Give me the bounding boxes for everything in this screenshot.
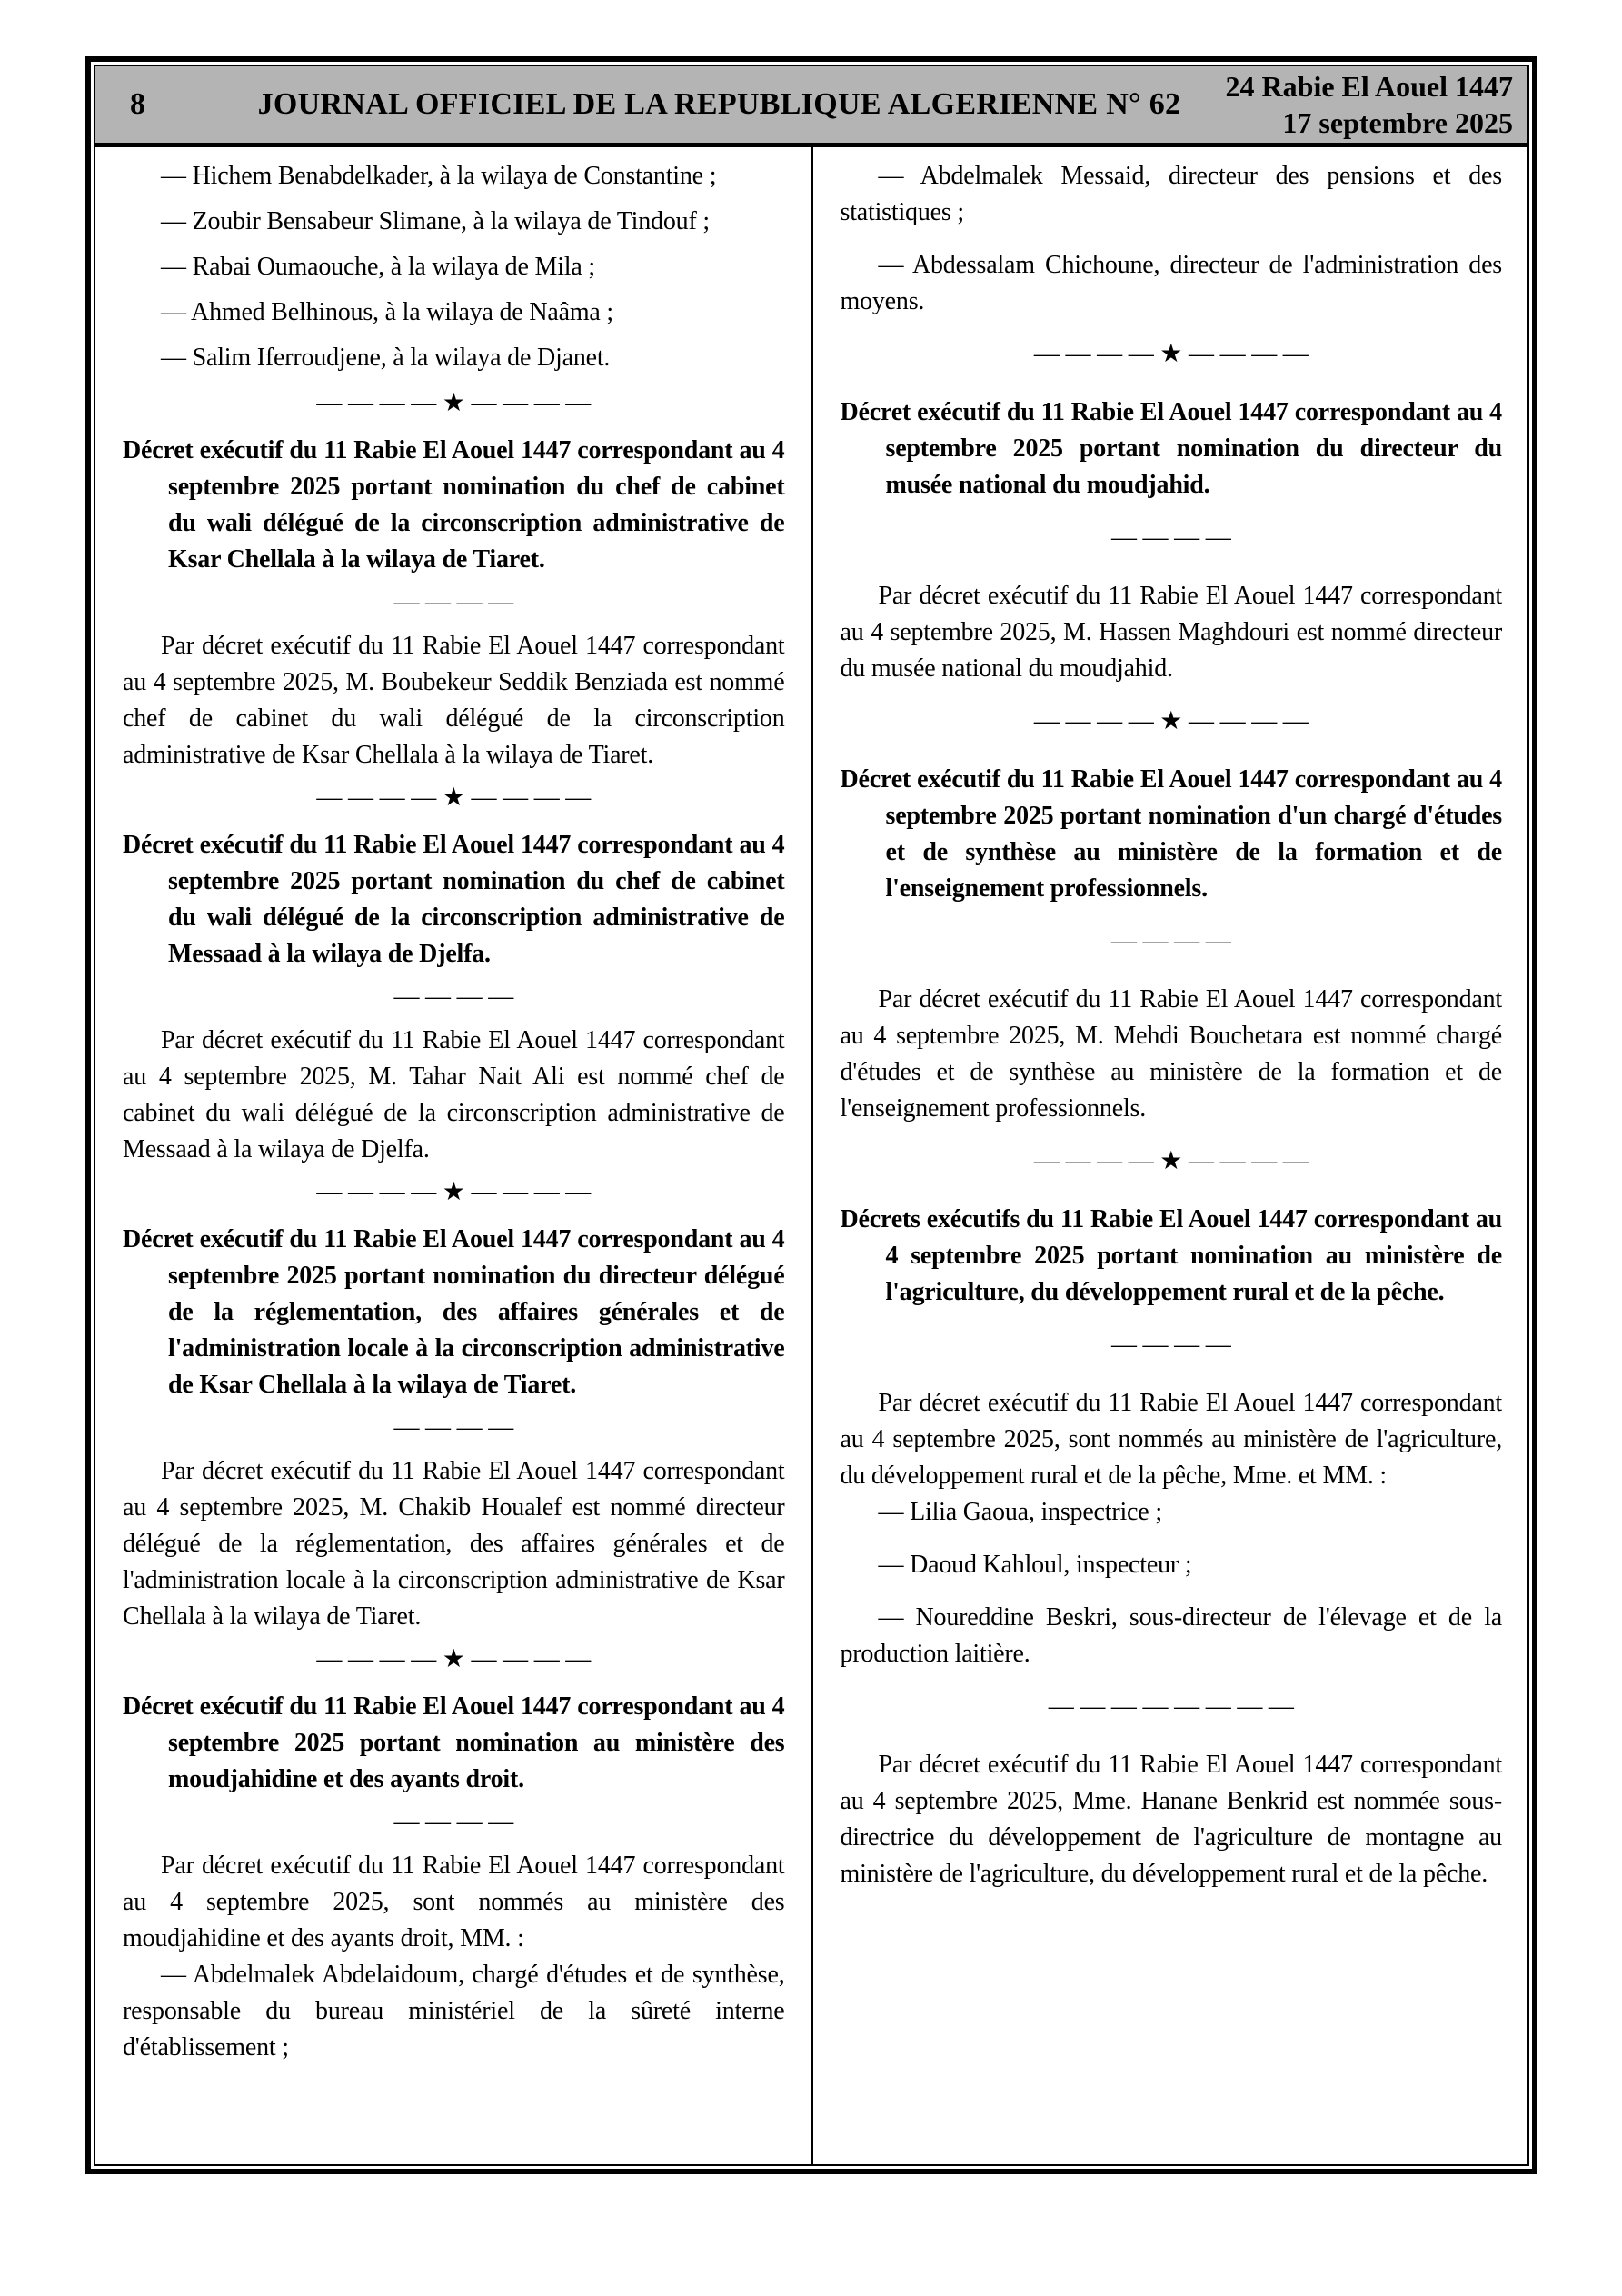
decree-paragraph: Par décret exécutif du 11 Rabie El Aouel 1447 correspondant au 4 septembre 2025, sont nommés au ministère des moudjahidine et des ayants droit, MM. : [123, 1852, 785, 1952]
decree-paragraph: Par décret exécutif du 11 Rabie El Aouel 1447 correspondant au 4 septembre 2025, M. Boubekeur Seddik Benziada est nommé chef de cabinet du wali délégué de la circonscription administrative de Ksar Chellala à la wilaya de Tiaret. [123, 632, 785, 769]
nomination-list-item: — Abdelmalek Abdelaidoum, chargé d'études et de synthèse, responsable du bureau ministériel de la sûreté interne d'établissement ; [123, 1961, 785, 2061]
separator-dash: — — — — [393, 1808, 514, 1836]
nomination-list-item: — Lilia Gaoua, inspectrice ; [878, 1498, 1162, 1526]
decree-heading: Décret exécutif du 11 Rabie El Aouel 1447 correspondant au 4 septembre 2025 portant nomination du chef de cabinet du wali délégué de la circonscription administrative de Messaad à la wilaya de Djelfa. [123, 831, 785, 968]
separator-dash: — — — — [393, 1413, 514, 1442]
separator-star: — — — — ★ — — — — [1033, 707, 1309, 735]
page-border-frame [85, 56, 1537, 2174]
decree-heading: Décrets exécutifs du 11 Rabie El Aouel 1447 correspondant au 4 septembre 2025 portant nomination au ministère de l'agriculture, du développement rural et de la pêche. [840, 1205, 1502, 1306]
decree-paragraph: Par décret exécutif du 11 Rabie El Aouel 1447 correspondant au 4 septembre 2025, Mme. Hanane Benkrid est nommée sous-directrice du développement de l'agriculture de montagne au ministère de l'agriculture, du développement rural et de la pêche. [840, 1751, 1502, 1888]
page-inner-frame [94, 65, 1529, 2166]
separator-star: — — — — ★ — — — — [316, 389, 592, 417]
date-gregorian: 17 septembre 2025 [1282, 106, 1513, 139]
journal-title: JOURNAL OFFICIEL DE LA REPUBLIQUE ALGERIENNE N° 62 [257, 87, 1181, 121]
nomination-list-item: — Zoubir Bensabeur Slimane, à la wilaya de Tindouf ; [161, 207, 710, 235]
separator-dash: — — — — [393, 588, 514, 616]
decree-heading: Décret exécutif du 11 Rabie El Aouel 1447 correspondant au 4 septembre 2025 portant nomination du directeur délégué de la réglementation, des affaires générales et de l'administration locale à la circonscription administrative de Ksar Chellala à la wilaya de Tiaret. [123, 1225, 785, 1399]
page-content [95, 147, 1527, 2164]
page-number: 8 [130, 87, 145, 121]
decree-paragraph: Par décret exécutif du 11 Rabie El Aouel 1447 correspondant au 4 septembre 2025, M. Chakib Houalef est nommé directeur délégué de la réglementation, des affaires générales et de l'administration locale à la circonscription administrative de Ksar Chellala à la wilaya de Tiaret. [123, 1457, 785, 1631]
separator-dash: — — — — [1110, 1331, 1231, 1359]
date-hijri: 24 Rabie El Aouel 1447 [1225, 70, 1513, 103]
nomination-list-item: — Rabai Oumaouche, à la wilaya de Mila ; [161, 253, 595, 281]
separator-dash: — — — — [1110, 927, 1231, 955]
nomination-list-item: — Abdessalam Chichoune, directeur de l'administration des moyens. [840, 251, 1502, 315]
separator-star: — — — — ★ — — — — [1033, 340, 1309, 368]
decree-paragraph: Par décret exécutif du 11 Rabie El Aouel 1447 correspondant au 4 septembre 2025, M. Tahar Nait Ali est nommé chef de cabinet du wali délégué de la circonscription administrative de Messaad à la wilaya de Djelfa. [123, 1026, 785, 1163]
nomination-list-item: — Daoud Kahloul, inspecteur ; [878, 1551, 1192, 1579]
left-column [95, 147, 811, 2164]
header-dates [1190, 68, 1527, 141]
separator-star: — — — — ★ — — — — [316, 1645, 592, 1673]
nomination-list-item: — Abdelmalek Messaid, directeur des pensions et des statistiques ; [840, 162, 1502, 226]
decree-paragraph: Par décret exécutif du 11 Rabie El Aouel 1447 correspondant au 4 septembre 2025, M. Hassen Maghdouri est nommé directeur du musée national du moudjahid. [840, 582, 1502, 683]
decree-paragraph: Par décret exécutif du 11 Rabie El Aouel 1447 correspondant au 4 septembre 2025, sont nommés au ministère de l'agriculture, du développement rural et de la pêche, Mme. et MM. : [840, 1389, 1502, 1490]
separator-star: — — — — ★ — — — — [316, 1178, 592, 1206]
page-header [95, 66, 1527, 147]
separator-star: — — — — ★ — — — — [1033, 1147, 1309, 1175]
nomination-list-item: — Ahmed Belhinous, à la wilaya de Naâma ; [161, 298, 614, 326]
separator-dash: — — — — [1110, 524, 1231, 552]
decree-heading: Décret exécutif du 11 Rabie El Aouel 1447 correspondant au 4 septembre 2025 portant nomination au ministère des moudjahidine et des ayants droit. [123, 1692, 785, 1793]
decree-heading: Décret exécutif du 11 Rabie El Aouel 1447 correspondant au 4 septembre 2025 portant nomination du directeur du musée national du moudjahid. [840, 398, 1502, 499]
nomination-list-item: — Salim Iferroudjene, à la wilaya de Djanet. [161, 344, 611, 372]
right-column [813, 147, 1528, 2164]
decree-heading: Décret exécutif du 11 Rabie El Aouel 1447 correspondant au 4 septembre 2025 portant nomination du chef de cabinet du wali délégué de la circonscription administrative de Ksar Chellala à la wilaya de Tiaret. [123, 436, 785, 574]
decree-paragraph: Par décret exécutif du 11 Rabie El Aouel 1447 correspondant au 4 septembre 2025, M. Mehdi Bouchetara est nommé chargé d'études et de synthèse au ministère de la formation et de l'enseignement professionnels. [840, 985, 1502, 1123]
separator-dash: — — — — [393, 983, 514, 1011]
nomination-list-item: — Hichem Benabdelkader, à la wilaya de Constantine ; [161, 162, 717, 190]
separator-long-dash: — — — — — — — — [1048, 1692, 1294, 1721]
decree-heading: Décret exécutif du 11 Rabie El Aouel 1447 correspondant au 4 septembre 2025 portant nomination d'un chargé d'études et de synthèse au ministère de la formation et de l'enseignement professionnels. [840, 765, 1502, 903]
nomination-list-item: — Noureddine Beskri, sous-directeur de l'élevage et de la production laitière. [840, 1603, 1502, 1668]
separator-star: — — — — ★ — — — — [316, 784, 592, 812]
